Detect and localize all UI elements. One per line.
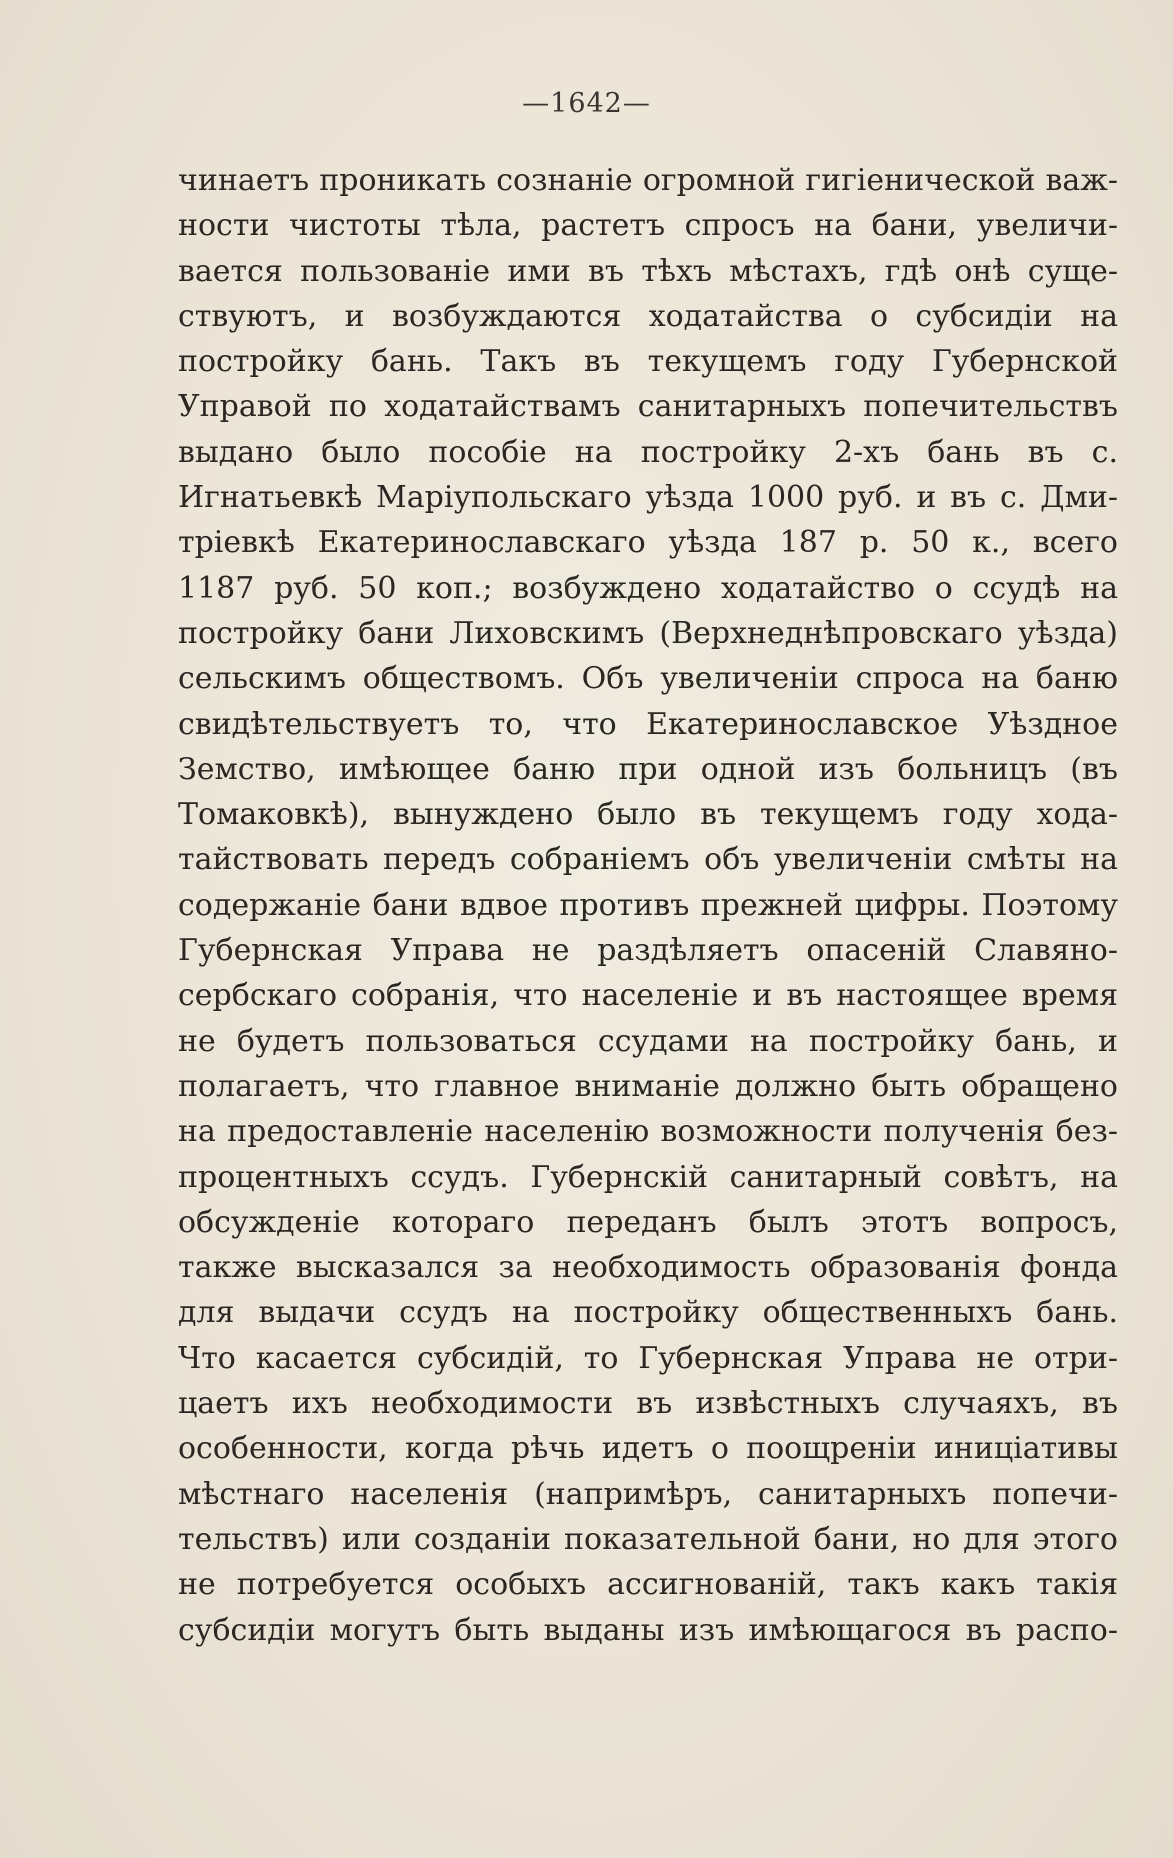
page-number: —1642— <box>522 88 651 119</box>
text-line: сербскаго собранія, что населеніе и въ настоящее время <box>178 978 1118 1014</box>
text-line: не потребуется особыхъ ассигнованій, такъ какъ такія <box>178 1567 1118 1603</box>
text-line: не будетъ пользоваться ссудами на постройку бань, и <box>178 1023 1118 1059</box>
text-line: Томаковкѣ), вынуждено было въ текущемъ году хода- <box>178 797 1118 833</box>
text-line: Губернская Управа не раздѣляетъ опасеній Славяно- <box>178 933 1118 969</box>
text-line: Земство, имѣющее баню при одной изъ больницъ (въ <box>178 751 1118 787</box>
text-line: цаетъ ихъ необходимости въ извѣстныхъ случаяхъ, въ <box>178 1386 1118 1422</box>
body-text <box>178 158 1118 1653</box>
text-line: для выдачи ссудъ на постройку общественныхъ бань. <box>178 1295 1118 1331</box>
text-line: чинаетъ проникать сознаніе огромной гигіенической важ- <box>178 163 1118 198</box>
text-line: тріевкѣ Екатеринославскаго уѣзда 187 р. 50 к., всего <box>178 525 1118 561</box>
text-line: обсужденіе котораго переданъ былъ этотъ вопросъ, <box>178 1204 1118 1240</box>
text-line: вается пользованіе ими въ тѣхъ мѣстахъ, гдѣ онѣ суще- <box>178 253 1118 289</box>
text-line: 1187 руб. 50 коп.; возбуждено ходатайство о ссудѣ на <box>178 570 1118 606</box>
text-line: на предоставленіе населенію возможности полученія без- <box>178 1114 1118 1150</box>
text-line: ствуютъ, и возбуждаются ходатайства о субсидіи на <box>178 298 1118 334</box>
text-line: Игнатьевкѣ Маріупольскаго уѣзда 1000 руб. и въ с. Дми- <box>178 480 1118 516</box>
text-line: свидѣтельствуетъ то, что Екатеринославское Уѣздное <box>178 706 1118 742</box>
text-line: Управой по ходатайствамъ санитарныхъ попечительствъ <box>178 389 1118 425</box>
text-line: тайствовать передъ собраніемъ объ увеличеніи смѣты на <box>178 842 1118 878</box>
text-line: постройку бани Лиховскимъ (Верхнеднѣпровскаго уѣзда) <box>178 615 1118 651</box>
text-line: сельскимъ обществомъ. Объ увеличеніи спроса на баню <box>178 661 1118 697</box>
text-line: особенности, когда рѣчь идетъ о поощреніи иниціативы <box>178 1431 1118 1467</box>
text-line: Что касается субсидій, то Губернская Управа не отри- <box>178 1340 1118 1376</box>
text-line: содержаніе бани вдвое противъ прежней цифры. Поэтому <box>178 887 1118 923</box>
text-line: полагаетъ, что главное вниманіе должно быть обращено <box>178 1068 1118 1104</box>
text-line: мѣстнаго населенія (напримѣръ, санитарныхъ попечи- <box>178 1476 1118 1512</box>
text-line: тельствъ) или созданіи показательной бани, но для этого <box>178 1521 1118 1557</box>
text-line: постройку бань. Такъ въ текущемъ году Губернской <box>178 344 1118 380</box>
text-line: процентныхъ ссудъ. Губернскій санитарный совѣтъ, на <box>178 1159 1118 1195</box>
text-line: ности чистоты тѣла, растетъ спросъ на бани, увеличи- <box>178 208 1118 244</box>
text-line: выдано было пособіе на постройку 2-хъ бань въ с. <box>178 434 1118 470</box>
text-line: также высказался за необходимость образованія фонда <box>178 1250 1118 1286</box>
text-line: субсидіи могутъ быть выданы изъ имѣющагося въ распо- <box>178 1612 1118 1648</box>
